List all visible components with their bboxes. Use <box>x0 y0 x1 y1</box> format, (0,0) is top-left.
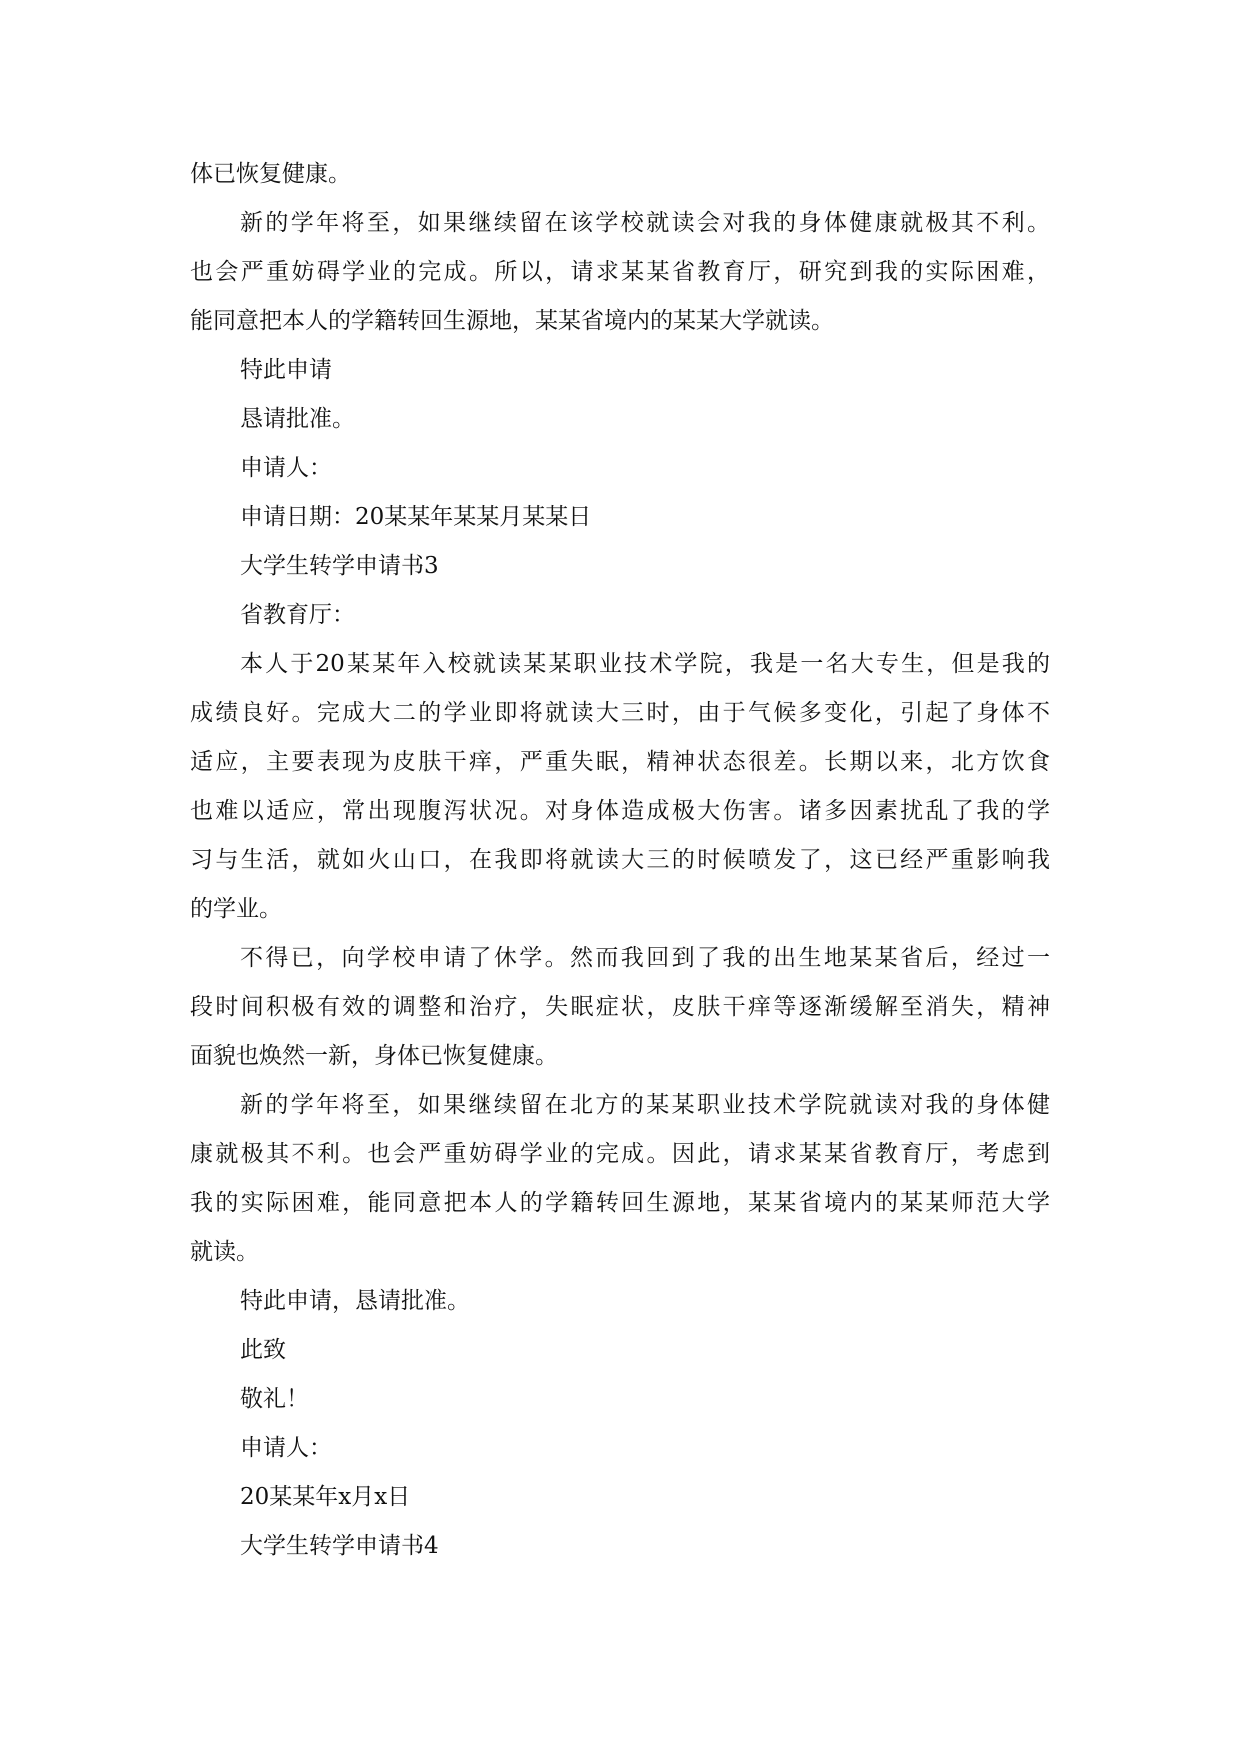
text-line: 就读。 <box>190 1239 259 1265</box>
text-line: 也难以适应，常出现腹泻状况。对身体造成极大伤害。诸多因素扰乱了我的学 <box>190 798 1050 824</box>
text-line: 康就极其不利。也会严重妨碍学业的完成。因此，请求某某省教育厅，考虑到 <box>190 1141 1050 1167</box>
text-line: 20某某年x月x日 <box>240 1484 411 1510</box>
text-line: 申请日期：20某某年某某月某某日 <box>240 504 592 530</box>
text-line: 申请人： <box>240 455 332 481</box>
text-line: 成绩良好。完成大二的学业即将就读大三时，由于气候多变化，引起了身体不 <box>190 700 1050 726</box>
text-line: 体已恢复健康。 <box>190 161 351 187</box>
text-line: 适应，主要表现为皮肤干痒，严重失眠，精神状态很差。长期以来，北方饮食 <box>190 749 1050 775</box>
text-line: 段时间积极有效的调整和治疗，失眠症状，皮肤干痒等逐渐缓解至消失，精神 <box>190 994 1050 1020</box>
text-line: 不得已，向学校申请了休学。然而我回到了我的出生地某某省后，经过一 <box>240 945 1050 971</box>
text-line: 特此申请 <box>240 357 332 383</box>
text-line: 此致 <box>240 1337 286 1363</box>
text-line: 我的实际困难，能同意把本人的学籍转回生源地，某某省境内的某某师范大学 <box>190 1190 1050 1216</box>
text-line: 也会严重妨碍学业的完成。所以，请求某某省教育厅，研究到我的实际困难， <box>190 259 1050 285</box>
text-line: 习与生活，就如火山口，在我即将就读大三的时候喷发了，这已经严重影响我 <box>190 847 1050 873</box>
document-body <box>190 150 1050 1571</box>
text-line: 申请人： <box>240 1435 332 1461</box>
text-line: 恳请批准。 <box>240 406 355 432</box>
text-line: 新的学年将至，如果继续留在北方的某某职业技术学院就读对我的身体健 <box>240 1092 1050 1118</box>
text-line: 本人于20某某年入校就读某某职业技术学院，我是一名大专生，但是我的 <box>240 651 1050 677</box>
text-line: 的学业。 <box>190 896 282 922</box>
text-line: 面貌也焕然一新，身体已恢复健康。 <box>190 1043 558 1069</box>
text-line: 大学生转学申请书3 <box>240 553 439 579</box>
text-line: 敬礼！ <box>240 1386 309 1412</box>
text-line: 大学生转学申请书4 <box>240 1533 439 1559</box>
text-line: 能同意把本人的学籍转回生源地，某某省境内的某某大学就读。 <box>190 308 834 334</box>
text-line: 省教育厅： <box>240 602 355 628</box>
text-line: 特此申请，恳请批准。 <box>240 1288 470 1314</box>
text-line: 新的学年将至，如果继续留在该学校就读会对我的身体健康就极其不利。 <box>240 210 1050 236</box>
